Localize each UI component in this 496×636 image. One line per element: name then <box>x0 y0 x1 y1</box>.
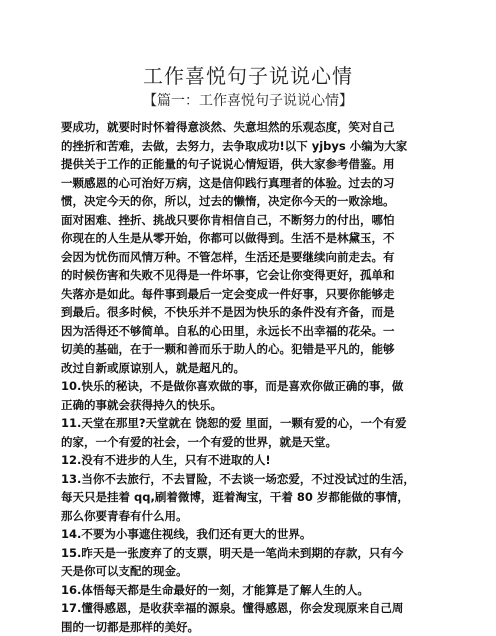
text-line: 的挫折和苦难，去做，去努力，去争取成功!以下 yjbys 小编为大家 <box>61 137 441 156</box>
text-line: 14.不要为小事遮住视线，我们还有更大的世界。 <box>61 525 441 544</box>
section-heading: 【篇一：工作喜悦句子说说心情】 <box>0 90 496 110</box>
text-line: 一颗感恩的心可治好万病，这是信仰践行真理者的体验。过去的习 <box>61 174 441 193</box>
text-line: 10.快乐的秘诀，不是做你喜欢做的事，而是喜欢你做正确的事，做 <box>61 377 441 396</box>
text-line: 围的一切都是那样的美好。 <box>61 618 441 636</box>
text-line: 改过自新或原谅别人，就是超凡的。 <box>61 359 441 378</box>
text-line: 要成功，就要时时怀着得意淡然、失意坦然的乐观态度，笑对自己 <box>61 118 441 137</box>
text-line: 17.懂得感恩，是收获幸福的源泉。懂得感恩，你会发现原来自己周 <box>61 599 441 618</box>
text-line: 失落亦是如此。每件事到最后一定会变成一件好事，只要你能够走 <box>61 285 441 304</box>
text-line: 的家，一个有爱的社会，一个有爱的世界，就是天堂。 <box>61 433 441 452</box>
text-line: 每天只是挂着 qq,刷着微博，逛着淘宝，干着 80 岁都能做的事情， <box>61 488 441 507</box>
text-line: 会因为忧伤而风情万种。不管怎样，生活还是要继续向前走去。有 <box>61 248 441 267</box>
text-line: 切美的基础，在于一颗和善而乐于助人的心。犯错是平凡的，能够 <box>61 340 441 359</box>
text-line: 到最后。很多时候，不快乐并不是因为快乐的条件没有齐备，而是 <box>61 303 441 322</box>
text-line: 因为活得还不够简单。自私的心田里，永远长不出幸福的花朵。一 <box>61 322 441 341</box>
text-line: 16.体悟每天都是生命最好的一刻，才能算是了解人生的人。 <box>61 581 441 600</box>
text-line: 那么你要青春有什么用。 <box>61 507 441 526</box>
text-line: 面对困难、挫折、挑战只要你肯相信自己，不断努力的付出，哪怕 <box>61 211 441 230</box>
text-line: 你现在的人生是从零开始，你都可以做得到。生活不是林黛玉，不 <box>61 229 441 248</box>
text-line: 提供关于工作的正能量的句子说说心情短语，供大家参考借鉴。用 <box>61 155 441 174</box>
text-line: 的时候伤害和失败不见得是一件坏事，它会让你变得更好，孤单和 <box>61 266 441 285</box>
page-title: 工作喜悦句子说说心情 <box>0 60 496 89</box>
text-line: 12.没有不进步的人生，只有不进取的人! <box>61 451 441 470</box>
text-line: 13.当你不去旅行，不去冒险，不去谈一场恋爱，不过没试过的生活， <box>61 470 441 489</box>
text-line: 天是你可以支配的现金。 <box>61 562 441 581</box>
text-line: 15.昨天是一张废弃了的支票，明天是一笔尚未到期的存款，只有今 <box>61 544 441 563</box>
text-line: 正确的事就会获得持久的快乐。 <box>61 396 441 415</box>
body-text <box>61 118 441 636</box>
text-line: 11.天堂在那里?天堂就在 饶恕的爱 里面，一颗有爱的心，一个有爱 <box>61 414 441 433</box>
text-line: 惯，决定今天的你，所以，过去的懒惰，决定你今天的一败涂地。 <box>61 192 441 211</box>
